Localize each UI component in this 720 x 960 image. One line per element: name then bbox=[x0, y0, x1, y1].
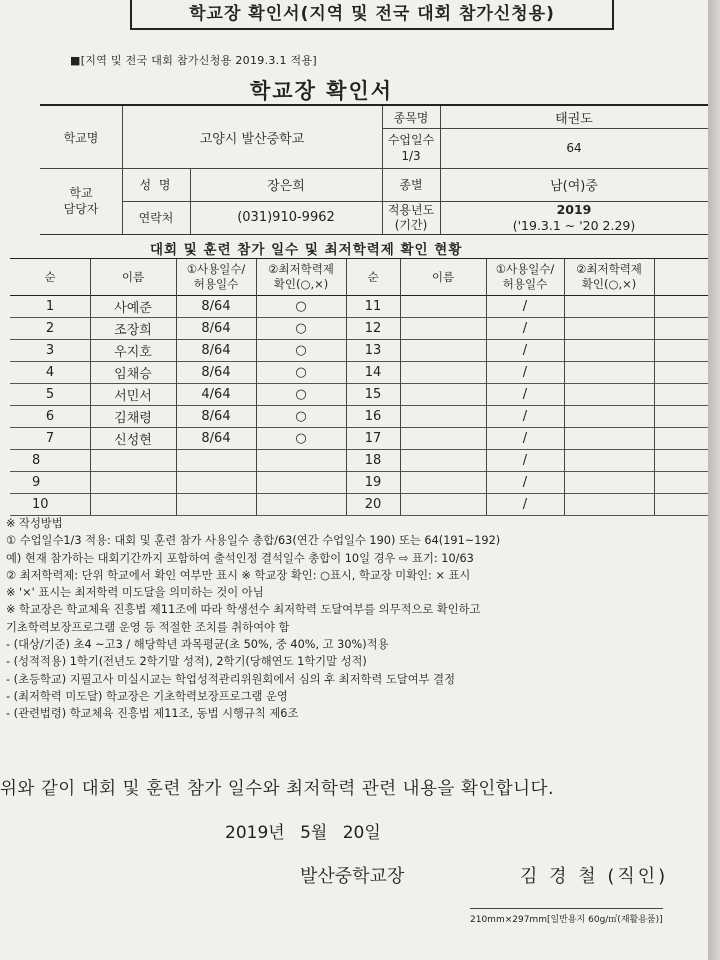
row-min-check-cell bbox=[564, 449, 654, 471]
background-edge bbox=[708, 0, 720, 960]
instruction-line: - (대상/기준) 초4 ~고3 / 해당학년 과목평균(초 50%, 중 40%, 고 30%)적용 bbox=[6, 638, 389, 652]
row-no-cell: 4 bbox=[45, 364, 55, 380]
instruction-line: 예) 현재 참가하는 대회기간까지 포함하여 출석인정 결석일수 총합이 10일 경우 ⇨ 표기: 10/63 bbox=[6, 551, 474, 565]
row-no-cell: 20 bbox=[364, 496, 382, 512]
school-name-value: 고양시 발산중학교 bbox=[199, 131, 305, 147]
row-usage-cell: 8/64 bbox=[201, 430, 231, 446]
row-usage-cell: / bbox=[522, 364, 528, 380]
column-divider bbox=[400, 259, 401, 515]
row-min-check-cell bbox=[564, 427, 654, 449]
confirmation-date: 2019년 5월 20일 bbox=[225, 823, 381, 843]
row-name-cell bbox=[90, 449, 176, 471]
row-usage-cell: / bbox=[522, 430, 528, 446]
header-usage-right: ①사용일수/ 허용일수 bbox=[495, 262, 555, 291]
row-min-check-cell bbox=[256, 471, 346, 493]
row-name-cell bbox=[400, 339, 486, 361]
table-row bbox=[10, 493, 708, 516]
row-no-cell: 19 bbox=[364, 474, 382, 490]
row-name-cell: 우지호 bbox=[114, 344, 152, 360]
row-usage-cell: 8/64 bbox=[201, 342, 231, 358]
principal-school: 발산중학교장 bbox=[300, 866, 405, 887]
row-usage-cell bbox=[176, 493, 256, 515]
row-min-check-cell bbox=[564, 405, 654, 427]
period-value: 2019 ('19.3.1 ~ '20 2.29) bbox=[512, 201, 636, 233]
row-usage-cell: / bbox=[522, 320, 528, 336]
row-min-check-cell bbox=[256, 449, 346, 471]
row-min-check-cell: ○ bbox=[295, 364, 307, 380]
form-header-title: 학교장 확인서(지역 및 전국 대회 참가신청용) bbox=[130, 0, 614, 30]
row-usage-cell: 8/64 bbox=[201, 408, 231, 424]
row-min-check-cell: ○ bbox=[295, 298, 307, 314]
row-name-cell: 서민서 bbox=[114, 388, 152, 404]
row-usage-cell: 8/64 bbox=[201, 320, 231, 336]
table-row bbox=[10, 361, 708, 384]
row-usage-cell: / bbox=[522, 474, 528, 490]
row-usage-cell: / bbox=[522, 298, 528, 314]
row-no-cell: 9 bbox=[32, 474, 41, 490]
contact-label: 연락처 bbox=[138, 211, 174, 225]
row-usage-cell bbox=[176, 449, 256, 471]
row-name-cell: 임채승 bbox=[114, 366, 152, 382]
instruction-line: ※ '×' 표시는 최저학력 미도달을 의미하는 것이 아님 bbox=[6, 586, 264, 600]
row-name-cell: 사예준 bbox=[114, 300, 152, 316]
table-row bbox=[10, 295, 708, 318]
row-name-cell bbox=[400, 361, 486, 383]
row-no-cell: 2 bbox=[45, 320, 55, 336]
paper-spec-footer: 210mm×297mm[일반용지 60g/㎡(재활용품)] bbox=[470, 908, 663, 925]
instruction-line: ② 최저학력제: 단위 학교에서 확인 여부만 표시 ※ 학교장 확인: ○표시, 학교장 미확인: × 표시 bbox=[6, 568, 471, 582]
table-row bbox=[10, 427, 708, 450]
row-name-cell bbox=[90, 493, 176, 515]
row-name-cell: 신성현 bbox=[114, 432, 152, 448]
row-no-cell: 10 bbox=[32, 496, 49, 512]
row-no-cell: 5 bbox=[45, 386, 55, 402]
class-days-value: 64 bbox=[566, 141, 582, 155]
event-label: 종목명 bbox=[393, 110, 429, 125]
section-title: 대회 및 훈련 참가 일수 및 최저학력제 확인 현황 bbox=[150, 242, 463, 258]
row-no-cell: 6 bbox=[45, 408, 55, 424]
header-name-left: 이름 bbox=[121, 269, 145, 284]
column-divider bbox=[654, 259, 655, 515]
column-divider bbox=[346, 259, 347, 515]
header-name-right: 이름 bbox=[431, 269, 455, 284]
staff-name-label: 성 명 bbox=[139, 178, 173, 192]
class-days-label: 수업일수 1/3 bbox=[387, 133, 435, 163]
row-min-check-cell bbox=[564, 317, 654, 339]
header-min-left: ②최저학력제 확인(○,×) bbox=[268, 262, 334, 291]
row-min-check-cell bbox=[256, 493, 346, 515]
row-min-check-cell bbox=[564, 383, 654, 405]
row-min-check-cell bbox=[564, 361, 654, 383]
row-name-cell bbox=[400, 449, 486, 471]
row-min-check-cell bbox=[564, 471, 654, 493]
table-header-row bbox=[10, 259, 708, 296]
row-no-cell: 1 bbox=[45, 298, 55, 314]
table-row bbox=[10, 339, 708, 362]
staff-name-value: 장은희 bbox=[267, 179, 305, 194]
row-name-cell bbox=[400, 427, 486, 449]
header-usage-left: ①사용일수/ 허용일수 bbox=[186, 262, 246, 291]
row-usage-cell: / bbox=[522, 386, 528, 402]
column-divider bbox=[256, 259, 257, 515]
table-row bbox=[10, 383, 708, 406]
form-version-label: ■[지역 및 전국 대회 참가신청용 2019.3.1 적용] bbox=[70, 54, 318, 67]
instruction-line: - (성적적용) 1학기(전년도 2학기말 성적), 2학기(당해연도 1학기말 성적) bbox=[6, 655, 367, 669]
category-label: 종별 bbox=[399, 178, 423, 192]
row-no-cell: 16 bbox=[364, 408, 382, 424]
school-info-table bbox=[40, 104, 708, 235]
writing-instructions bbox=[6, 515, 706, 723]
instruction-line: ① 수업일수1/3 적용: 대회 및 훈련 참가 사용일수 총합/63(연간 수업일수 190) 또는 64(191~192) bbox=[6, 534, 501, 548]
row-no-cell: 8 bbox=[32, 452, 41, 468]
document-title: 학교장 확인서 bbox=[250, 79, 394, 103]
column-divider bbox=[90, 259, 91, 515]
instruction-line: 기초학력보장프로그램 운영 등 적절한 조치를 취하여야 함 bbox=[6, 620, 290, 634]
row-usage-cell: / bbox=[522, 452, 528, 468]
row-no-cell: 18 bbox=[364, 452, 382, 468]
contact-value: (031)910-9962 bbox=[237, 210, 335, 225]
row-usage-cell: 4/64 bbox=[201, 386, 231, 402]
row-min-check-cell: ○ bbox=[295, 386, 307, 402]
row-name-cell: 김채령 bbox=[114, 410, 152, 426]
row-name-cell bbox=[400, 383, 486, 405]
row-no-cell: 15 bbox=[364, 386, 382, 402]
row-name-cell: 조장희 bbox=[114, 322, 152, 338]
row-no-cell: 13 bbox=[364, 342, 382, 358]
row-name-cell bbox=[400, 295, 486, 317]
table-row bbox=[10, 449, 708, 472]
row-no-cell: 11 bbox=[364, 298, 382, 314]
instruction-line: - (관련법령) 학교체육 진흥법 제11조, 동법 시행규칙 제6조 bbox=[6, 707, 299, 721]
row-no-cell: 14 bbox=[364, 364, 382, 380]
event-value: 태권도 bbox=[555, 111, 593, 127]
instruction-line: - (최저학력 미도달) 학교장은 기초학력보장프로그램 운영 bbox=[6, 689, 288, 703]
instruction-line: ※ 작성방법 bbox=[6, 517, 63, 530]
instruction-line: ※ 학교장은 학교체육 진흥법 제11조에 따라 학생선수 최저학력 도달여부를 의무적으로 확인하고 bbox=[6, 603, 481, 617]
row-min-check-cell: ○ bbox=[295, 430, 307, 446]
header-no-right: 순 bbox=[367, 269, 379, 284]
row-usage-cell bbox=[176, 471, 256, 493]
header-no-left: 순 bbox=[44, 269, 56, 284]
confirmation-statement: 위와 같이 대회 및 훈련 참가 일수와 최저학력 관련 내용을 확인합니다. bbox=[0, 779, 555, 799]
header-min-right: ②최저학력제 확인(○,×) bbox=[576, 262, 642, 291]
row-min-check-cell bbox=[564, 339, 654, 361]
row-no-cell: 3 bbox=[45, 342, 55, 358]
row-min-check-cell: ○ bbox=[295, 342, 307, 358]
row-no-cell: 7 bbox=[45, 430, 55, 446]
row-no-cell: 17 bbox=[364, 430, 382, 446]
principal-signature: 김 경 철 (직인) bbox=[520, 866, 669, 887]
column-divider bbox=[486, 259, 487, 515]
column-divider bbox=[564, 259, 565, 515]
column-divider bbox=[176, 259, 177, 515]
row-name-cell bbox=[400, 405, 486, 427]
table-row bbox=[10, 405, 708, 428]
category-value: 남(여)중 bbox=[550, 179, 598, 194]
row-usage-cell: / bbox=[522, 342, 528, 358]
staff-label: 학교 담당자 bbox=[63, 186, 99, 216]
row-name-cell bbox=[400, 471, 486, 493]
school-name-label: 학교명 bbox=[63, 130, 99, 145]
row-usage-cell: 8/64 bbox=[201, 364, 231, 380]
row-name-cell bbox=[400, 317, 486, 339]
row-no-cell: 12 bbox=[364, 320, 382, 336]
participation-table bbox=[10, 258, 708, 517]
row-name-cell bbox=[90, 471, 176, 493]
row-min-check-cell: ○ bbox=[295, 408, 307, 424]
row-min-check-cell bbox=[564, 295, 654, 317]
row-usage-cell: 8/64 bbox=[201, 298, 231, 314]
row-usage-cell: / bbox=[522, 496, 528, 512]
table-row bbox=[10, 317, 708, 340]
period-label: 적용년도 (기간) bbox=[387, 202, 435, 232]
row-name-cell bbox=[400, 493, 486, 515]
row-usage-cell: / bbox=[522, 408, 528, 424]
row-min-check-cell bbox=[564, 493, 654, 515]
instruction-line: - (초등학교) 지필고사 미실시교는 학업성적관리위원회에서 심의 후 최저학력 도달여부 결정 bbox=[6, 672, 455, 686]
row-min-check-cell: ○ bbox=[295, 320, 307, 336]
table-row bbox=[10, 471, 708, 494]
